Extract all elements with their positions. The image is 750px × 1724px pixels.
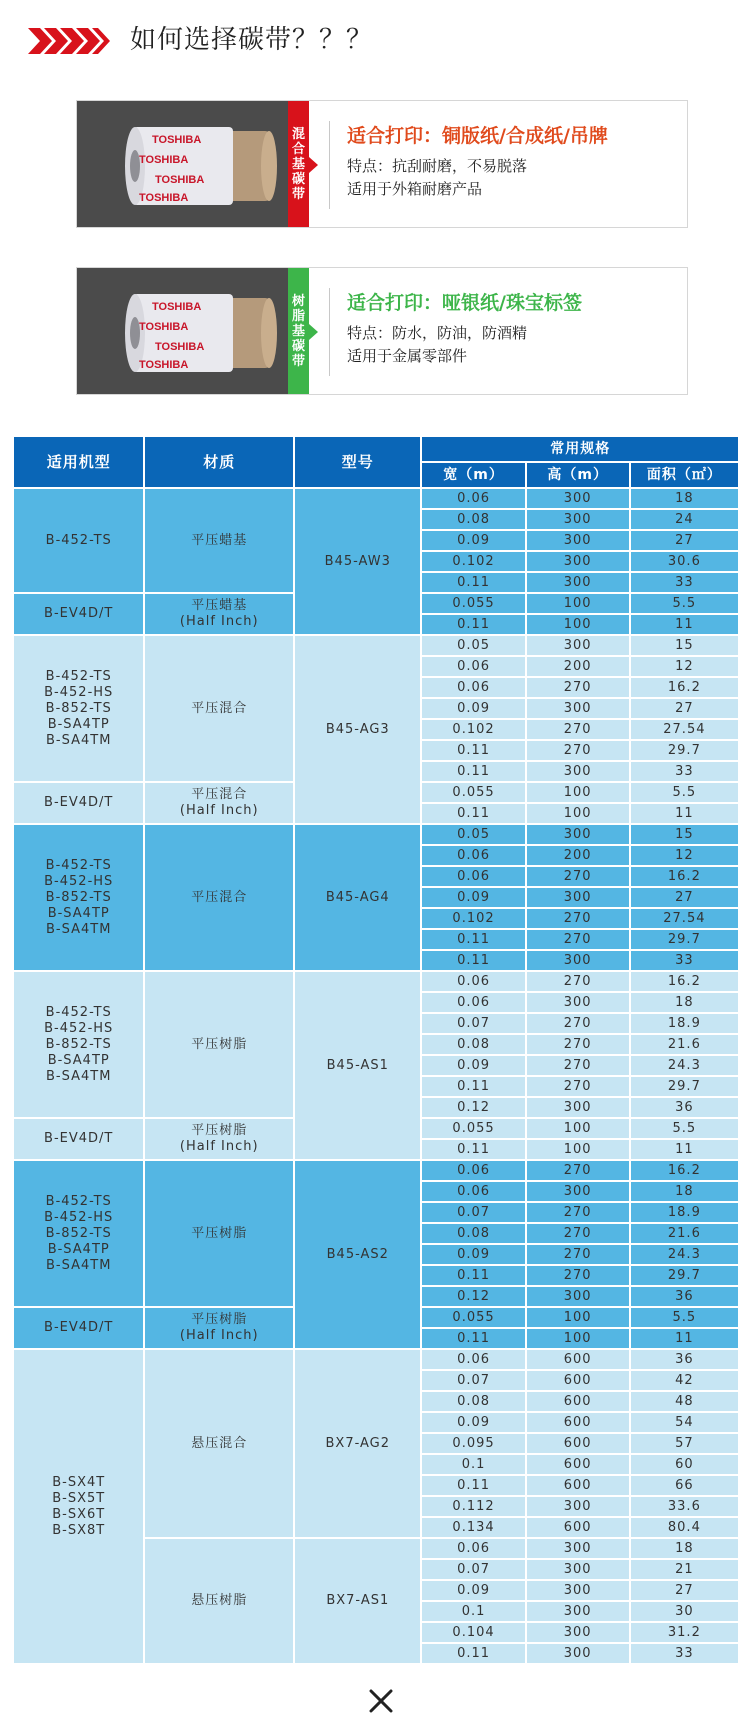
area-cell: 16.2 — [631, 867, 738, 886]
area-cell: 33.6 — [631, 1497, 738, 1516]
ribbon-photo — [77, 268, 288, 394]
ribbon-card-resin — [76, 267, 688, 395]
model-cell: B45-AS1 — [295, 972, 420, 1159]
height-cell: 300 — [527, 1560, 629, 1579]
machine-cell-line: B-452-HS — [44, 1209, 114, 1225]
height-cell: 300 — [527, 1581, 629, 1600]
tag-char: 带 — [291, 186, 305, 202]
spec-table — [12, 435, 740, 1665]
height-cell: 300 — [527, 1623, 629, 1642]
machine-cell — [14, 1161, 143, 1306]
area-cell: 42 — [631, 1371, 738, 1390]
tag-notch — [309, 324, 318, 340]
area-cell: 12 — [631, 657, 738, 676]
machine-cell — [14, 489, 143, 592]
machine-cell-line: B-SX4T — [52, 1474, 106, 1490]
area-cell: 29.7 — [631, 930, 738, 949]
area-cell: 18.9 — [631, 1203, 738, 1222]
material-cell-line: 平压蜡基 — [191, 598, 248, 613]
machine-cell-line: B-EV4D/T — [44, 795, 114, 810]
machine-cell-line: B-452-HS — [44, 1020, 114, 1036]
tag-char: 树 — [291, 293, 305, 309]
machine-cell-line: B-452-TS — [45, 532, 112, 548]
height-cell: 270 — [527, 741, 629, 760]
area-cell: 31.2 — [631, 1623, 738, 1642]
card-title: 适合打印：铜版纸/合成纸/吊牌 — [347, 125, 608, 147]
height-cell: 300 — [527, 636, 629, 655]
model-cell: BX7-AS1 — [295, 1539, 420, 1663]
area-cell: 30.6 — [631, 552, 738, 571]
area-cell: 36 — [631, 1287, 738, 1306]
area-cell: 24 — [631, 510, 738, 529]
height-cell: 270 — [527, 930, 629, 949]
area-cell: 15 — [631, 825, 738, 844]
height-cell: 300 — [527, 510, 629, 529]
material-cell-line: 平压树脂 — [191, 1036, 248, 1052]
area-cell: 18 — [631, 1182, 738, 1201]
page-header — [0, 0, 750, 80]
machine-cell-line: B-SA4TM — [46, 732, 112, 748]
width-cell: 0.11 — [422, 1329, 524, 1348]
machine-cell-line: B-452-TS — [45, 1004, 112, 1020]
svg-text:TOSHIBA: TOSHIBA — [152, 134, 202, 146]
area-cell: 18 — [631, 1539, 738, 1558]
model-cell: BX7-AG2 — [295, 1350, 420, 1537]
header-material: 材质 — [145, 437, 293, 487]
material-cell — [145, 783, 293, 823]
width-cell: 0.06 — [422, 972, 524, 991]
material-cell-line: (Half Inch) — [179, 1328, 259, 1343]
height-cell: 600 — [527, 1371, 629, 1390]
machine-cell — [14, 1119, 143, 1159]
area-cell: 33 — [631, 951, 738, 970]
machine-cell-line: B-452-TS — [45, 857, 112, 873]
ribbon-type-tag — [288, 268, 309, 394]
tag-char: 基 — [291, 156, 305, 172]
width-cell: 0.07 — [422, 1203, 524, 1222]
width-cell: 0.06 — [422, 867, 524, 886]
height-cell: 200 — [527, 846, 629, 865]
card-usage: 适用于金属零部件 — [347, 347, 468, 365]
width-cell: 0.11 — [422, 930, 524, 949]
machine-cell-line: B-SA4TP — [47, 1241, 110, 1257]
height-cell: 270 — [527, 678, 629, 697]
area-cell: 11 — [631, 804, 738, 823]
height-cell: 270 — [527, 1035, 629, 1054]
model-cell: B45-AG4 — [295, 825, 420, 970]
width-cell: 0.055 — [422, 1308, 524, 1327]
table-row — [14, 1161, 738, 1180]
width-cell: 0.12 — [422, 1098, 524, 1117]
machine-cell-line: B-SA4TP — [47, 716, 110, 732]
divider — [329, 121, 330, 209]
machine-cell — [14, 783, 143, 823]
material-cell — [145, 1539, 293, 1663]
area-cell: 27 — [631, 699, 738, 718]
height-cell: 600 — [527, 1476, 629, 1495]
area-cell: 16.2 — [631, 678, 738, 697]
area-cell: 48 — [631, 1392, 738, 1411]
table-row — [14, 1350, 738, 1369]
width-cell: 0.05 — [422, 636, 524, 655]
height-cell: 600 — [527, 1392, 629, 1411]
area-cell: 27 — [631, 888, 738, 907]
area-cell: 33 — [631, 762, 738, 781]
machine-cell-line: B-452-HS — [44, 873, 114, 889]
material-cell — [145, 1308, 293, 1348]
height-cell: 100 — [527, 615, 629, 634]
table-row — [14, 636, 738, 655]
material-cell — [145, 972, 293, 1117]
width-cell: 0.07 — [422, 1371, 524, 1390]
width-cell: 0.09 — [422, 1056, 524, 1075]
close-icon[interactable] — [366, 1686, 396, 1716]
height-cell: 300 — [527, 489, 629, 508]
width-cell: 0.08 — [422, 510, 524, 529]
height-cell: 100 — [527, 783, 629, 802]
width-cell: 0.09 — [422, 1581, 524, 1600]
material-cell — [145, 825, 293, 970]
height-cell: 300 — [527, 825, 629, 844]
tag-char: 混 — [291, 126, 305, 142]
height-cell: 100 — [527, 1140, 629, 1159]
machine-cell — [14, 594, 143, 634]
width-cell: 0.09 — [422, 888, 524, 907]
width-cell: 0.102 — [422, 720, 524, 739]
svg-text:TOSHIBA: TOSHIBA — [139, 154, 189, 166]
width-cell: 0.1 — [422, 1602, 524, 1621]
height-cell: 270 — [527, 1203, 629, 1222]
area-cell: 5.5 — [631, 1119, 738, 1138]
width-cell: 0.06 — [422, 1161, 524, 1180]
area-cell: 15 — [631, 636, 738, 655]
height-cell: 300 — [527, 888, 629, 907]
width-cell: 0.06 — [422, 1182, 524, 1201]
machine-cell-line: B-SX6T — [52, 1506, 106, 1522]
height-cell: 270 — [527, 1245, 629, 1264]
width-cell: 0.11 — [422, 1140, 524, 1159]
height-cell: 300 — [527, 1182, 629, 1201]
svg-text:TOSHIBA: TOSHIBA — [139, 192, 189, 204]
area-cell: 57 — [631, 1434, 738, 1453]
material-cell-line: 平压混合 — [191, 889, 248, 905]
width-cell: 0.055 — [422, 1119, 524, 1138]
area-cell: 27 — [631, 531, 738, 550]
ribbon-card-mixed — [76, 100, 688, 228]
width-cell: 0.06 — [422, 678, 524, 697]
area-cell: 18.9 — [631, 1014, 738, 1033]
width-cell: 0.09 — [422, 531, 524, 550]
height-cell: 270 — [527, 867, 629, 886]
width-cell: 0.06 — [422, 657, 524, 676]
width-cell: 0.104 — [422, 1623, 524, 1642]
area-cell: 16.2 — [631, 972, 738, 991]
width-cell: 0.11 — [422, 615, 524, 634]
machine-cell-line: B-EV4D/T — [44, 1320, 114, 1335]
area-cell: 11 — [631, 615, 738, 634]
machine-cell-line: B-852-TS — [45, 1225, 112, 1241]
machine-cell — [14, 972, 143, 1117]
height-cell: 600 — [527, 1518, 629, 1537]
height-cell: 200 — [527, 657, 629, 676]
height-cell: 600 — [527, 1350, 629, 1369]
svg-text:TOSHIBA: TOSHIBA — [139, 321, 189, 333]
table-row — [14, 825, 738, 844]
width-cell: 0.11 — [422, 573, 524, 592]
height-cell: 300 — [527, 531, 629, 550]
header-area: 面积（㎡） — [631, 463, 738, 487]
height-cell: 300 — [527, 762, 629, 781]
width-cell: 0.08 — [422, 1392, 524, 1411]
material-cell-line: 平压混合 — [191, 787, 248, 802]
area-cell: 21.6 — [631, 1224, 738, 1243]
area-cell: 33 — [631, 1644, 738, 1663]
height-cell: 270 — [527, 1266, 629, 1285]
height-cell: 100 — [527, 1308, 629, 1327]
tag-char: 碳 — [291, 338, 305, 354]
table-header-row — [14, 437, 738, 461]
area-cell: 54 — [631, 1413, 738, 1432]
area-cell: 21.6 — [631, 1035, 738, 1054]
area-cell: 80.4 — [631, 1518, 738, 1537]
height-cell: 600 — [527, 1434, 629, 1453]
height-cell: 300 — [527, 951, 629, 970]
height-cell: 300 — [527, 573, 629, 592]
width-cell: 0.055 — [422, 783, 524, 802]
machine-cell — [14, 636, 143, 781]
height-cell: 100 — [527, 1329, 629, 1348]
material-cell — [145, 1350, 293, 1537]
height-cell: 270 — [527, 1056, 629, 1075]
height-cell: 300 — [527, 1287, 629, 1306]
tag-char: 脂 — [291, 308, 305, 324]
svg-text:TOSHIBA: TOSHIBA — [139, 359, 189, 371]
width-cell: 0.06 — [422, 846, 524, 865]
width-cell: 0.12 — [422, 1287, 524, 1306]
machine-cell — [14, 1350, 143, 1663]
area-cell: 5.5 — [631, 594, 738, 613]
width-cell: 0.08 — [422, 1224, 524, 1243]
material-cell-line: 平压树脂 — [191, 1225, 248, 1241]
width-cell: 0.102 — [422, 909, 524, 928]
height-cell: 100 — [527, 1119, 629, 1138]
machine-cell-line: B-852-TS — [45, 1036, 112, 1052]
width-cell: 0.11 — [422, 762, 524, 781]
area-cell: 33 — [631, 573, 738, 592]
width-cell: 0.06 — [422, 489, 524, 508]
area-cell: 29.7 — [631, 741, 738, 760]
width-cell: 0.095 — [422, 1434, 524, 1453]
machine-cell-line: B-452-TS — [45, 1193, 112, 1209]
height-cell: 300 — [527, 1539, 629, 1558]
area-cell: 18 — [631, 993, 738, 1012]
machine-cell — [14, 1308, 143, 1348]
width-cell: 0.06 — [422, 993, 524, 1012]
material-cell — [145, 594, 293, 634]
card-feature: 特点：防水，防油，防酒精 — [347, 324, 528, 342]
width-cell: 0.11 — [422, 804, 524, 823]
machine-cell-line: B-SA4TM — [46, 921, 112, 937]
material-cell — [145, 1161, 293, 1306]
header-height: 高（m） — [527, 463, 629, 487]
svg-text:TOSHIBA: TOSHIBA — [152, 301, 202, 313]
width-cell: 0.06 — [422, 1350, 524, 1369]
width-cell: 0.11 — [422, 1644, 524, 1663]
machine-cell-line: B-852-TS — [45, 700, 112, 716]
height-cell: 270 — [527, 720, 629, 739]
machine-cell-line: B-SA4TP — [47, 905, 110, 921]
area-cell: 16.2 — [631, 1161, 738, 1180]
height-cell: 270 — [527, 909, 629, 928]
model-cell: B45-AS2 — [295, 1161, 420, 1348]
height-cell: 300 — [527, 699, 629, 718]
model-cell: B45-AG3 — [295, 636, 420, 823]
width-cell: 0.11 — [422, 1266, 524, 1285]
height-cell: 300 — [527, 1497, 629, 1516]
material-cell-line: 悬压树脂 — [191, 1593, 248, 1608]
area-cell: 11 — [631, 1329, 738, 1348]
width-cell: 0.134 — [422, 1518, 524, 1537]
header-width: 宽（m） — [422, 463, 524, 487]
machine-cell-line: B-SX8T — [52, 1522, 106, 1538]
width-cell: 0.112 — [422, 1497, 524, 1516]
area-cell: 11 — [631, 1140, 738, 1159]
header-machine: 适用机型 — [14, 437, 143, 487]
width-cell: 0.1 — [422, 1455, 524, 1474]
material-cell-line: 平压混合 — [191, 700, 248, 716]
area-cell: 30 — [631, 1602, 738, 1621]
height-cell: 270 — [527, 1077, 629, 1096]
tag-char: 带 — [291, 353, 305, 369]
width-cell: 0.055 — [422, 594, 524, 613]
height-cell: 600 — [527, 1413, 629, 1432]
area-cell: 36 — [631, 1098, 738, 1117]
area-cell: 66 — [631, 1476, 738, 1495]
table-row — [14, 972, 738, 991]
machine-cell-line: B-EV4D/T — [44, 606, 114, 621]
machine-cell-line: B-452-TS — [45, 668, 112, 684]
machine-cell-line: B-SA4TP — [47, 1052, 110, 1068]
area-cell: 21 — [631, 1560, 738, 1579]
material-cell-line: (Half Inch) — [179, 803, 259, 818]
machine-cell-line: B-852-TS — [45, 889, 112, 905]
height-cell: 100 — [527, 804, 629, 823]
width-cell: 0.11 — [422, 951, 524, 970]
height-cell: 270 — [527, 972, 629, 991]
width-cell: 0.11 — [422, 741, 524, 760]
svg-text:TOSHIBA: TOSHIBA — [155, 341, 205, 353]
width-cell: 0.09 — [422, 699, 524, 718]
header-model: 型号 — [295, 437, 420, 487]
width-cell: 0.102 — [422, 552, 524, 571]
tag-char: 碳 — [291, 171, 305, 187]
material-cell — [145, 1119, 293, 1159]
material-cell — [145, 489, 293, 592]
height-cell: 270 — [527, 1224, 629, 1243]
width-cell: 0.08 — [422, 1035, 524, 1054]
material-cell-line: 悬压混合 — [191, 1435, 248, 1451]
machine-cell — [14, 825, 143, 970]
area-cell: 27 — [631, 1581, 738, 1600]
area-cell: 24.3 — [631, 1245, 738, 1264]
height-cell: 300 — [527, 993, 629, 1012]
area-cell: 27.54 — [631, 720, 738, 739]
width-cell: 0.11 — [422, 1077, 524, 1096]
material-cell-line: (Half Inch) — [179, 614, 259, 629]
area-cell: 24.3 — [631, 1056, 738, 1075]
height-cell: 100 — [527, 594, 629, 613]
table-row — [14, 489, 738, 508]
header-spec: 常用规格 — [422, 437, 738, 461]
material-cell — [145, 636, 293, 781]
area-cell: 5.5 — [631, 1308, 738, 1327]
area-cell: 60 — [631, 1455, 738, 1474]
divider — [329, 288, 330, 376]
svg-text:TOSHIBA: TOSHIBA — [155, 174, 205, 186]
width-cell: 0.11 — [422, 1476, 524, 1495]
card-usage: 适用于外箱耐磨产品 — [347, 180, 483, 198]
material-cell-line: (Half Inch) — [179, 1139, 259, 1154]
height-cell: 270 — [527, 1161, 629, 1180]
area-cell: 27.54 — [631, 909, 738, 928]
ribbon-photo — [77, 101, 288, 227]
area-cell: 18 — [631, 489, 738, 508]
width-cell: 0.07 — [422, 1014, 524, 1033]
width-cell: 0.09 — [422, 1245, 524, 1264]
tag-char: 合 — [291, 141, 305, 157]
width-cell: 0.05 — [422, 825, 524, 844]
height-cell: 600 — [527, 1455, 629, 1474]
width-cell: 0.09 — [422, 1413, 524, 1432]
tag-notch — [309, 157, 318, 173]
height-cell: 300 — [527, 1098, 629, 1117]
width-cell: 0.06 — [422, 1539, 524, 1558]
machine-cell-line: B-EV4D/T — [44, 1131, 114, 1146]
card-feature: 特点：抗刮耐磨，不易脱落 — [347, 157, 528, 175]
tag-char: 基 — [291, 323, 305, 339]
width-cell: 0.07 — [422, 1560, 524, 1579]
material-cell-line: 平压树脂 — [191, 1312, 248, 1327]
machine-cell-line: B-452-HS — [44, 684, 114, 700]
height-cell: 270 — [527, 1014, 629, 1033]
area-cell: 12 — [631, 846, 738, 865]
area-cell: 29.7 — [631, 1266, 738, 1285]
machine-cell-line: B-SX5T — [52, 1490, 106, 1506]
area-cell: 36 — [631, 1350, 738, 1369]
height-cell: 300 — [527, 1644, 629, 1663]
material-cell-line: 平压树脂 — [191, 1123, 248, 1138]
machine-cell-line: B-SA4TM — [46, 1257, 112, 1273]
height-cell: 300 — [527, 1602, 629, 1621]
material-cell-line: 平压蜡基 — [191, 532, 248, 548]
machine-cell-line: B-SA4TM — [46, 1068, 112, 1084]
area-cell: 29.7 — [631, 1077, 738, 1096]
ribbon-type-tag — [288, 101, 309, 227]
chevron-arrows-icon — [28, 28, 110, 54]
card-title: 适合打印：哑银纸/珠宝标签 — [347, 292, 582, 314]
page-title: 如何选择碳带？？？ — [130, 25, 374, 55]
height-cell: 300 — [527, 552, 629, 571]
area-cell: 5.5 — [631, 783, 738, 802]
model-cell: B45-AW3 — [295, 489, 420, 634]
